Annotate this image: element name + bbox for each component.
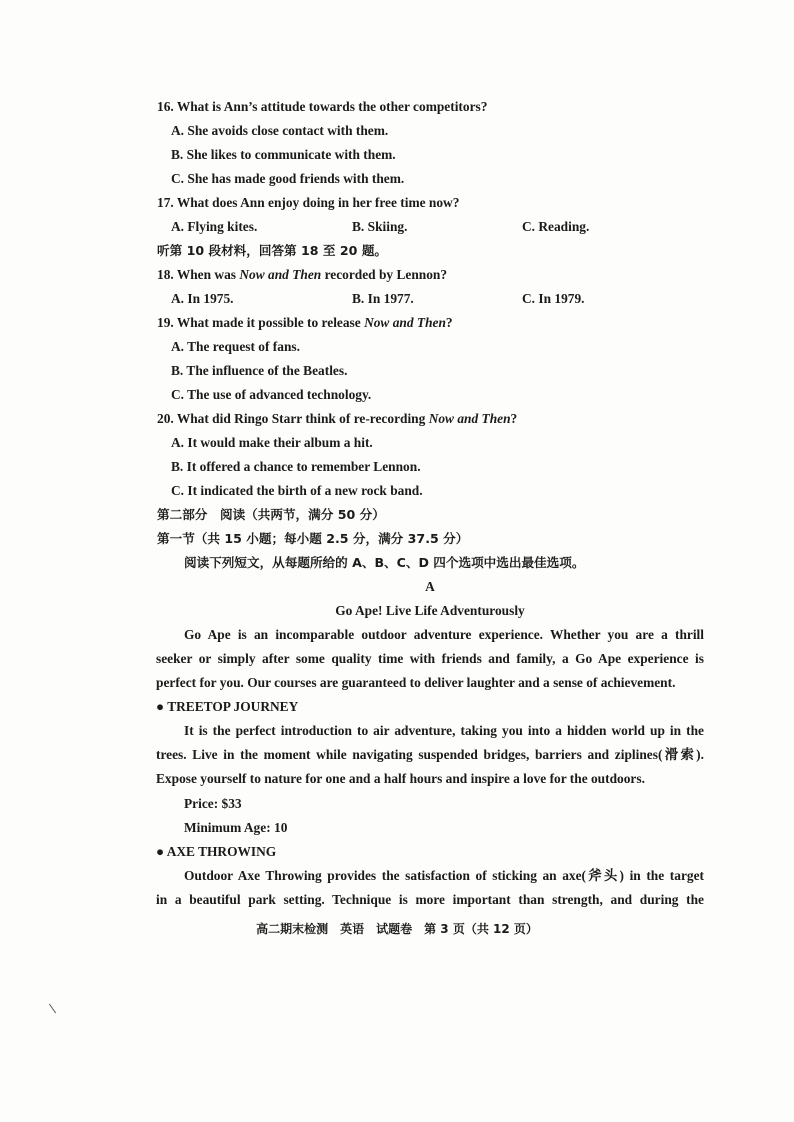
part2-heading: 第二部分 阅读（共两节，满分 50 分） — [157, 507, 385, 522]
axe-line-2: in a beautiful park setting. Technique is more important than strength, and during the — [156, 892, 704, 907]
question-20-option-b: B. It offered a chance to remember Lennon. — [171, 459, 421, 474]
question-18-option-a: A. In 1975. — [171, 291, 234, 306]
question-18-stem-pre: 18. When was — [157, 267, 240, 282]
question-20-stem-post: ? — [510, 411, 518, 426]
question-18-stem — [157, 267, 447, 283]
axe-line-1: Outdoor Axe Throwing provides the satisfaction of sticking an axe(斧头) in the target — [184, 868, 704, 883]
question-19-option-a: A. The request of fans. — [171, 339, 300, 354]
question-20-stem-pre: 20. What did Ringo Starr think of re-recording — [157, 411, 429, 426]
treetop-line-2: trees. Live in the moment while navigating suspended bridges, barriers and ziplines(滑索). — [156, 747, 704, 762]
page-footer: 高二期末检测 英语 试题卷 第 3 页（共 12 页） — [256, 922, 538, 936]
reading-instruction: 阅读下列短文，从每题所给的 A、B、C、D 四个选项中选出最佳选项。 — [184, 555, 585, 570]
question-19-stem — [157, 315, 453, 331]
passage-letter: A — [425, 579, 435, 594]
question-17-stem: 17. What does Ann enjoy doing in her free time now? — [157, 195, 460, 210]
section-heading-treetop: ● TREETOP JOURNEY — [156, 699, 299, 714]
intro-line-3: perfect for you. Our courses are guaranteed to deliver laughter and a sense of achievement. — [156, 675, 676, 690]
question-16-option-b: B. She likes to communicate with them. — [171, 147, 396, 162]
question-18-song-title: Now and Then — [239, 267, 322, 282]
question-16-stem: 16. What is Ann’s attitude towards the other competitors? — [157, 99, 488, 114]
question-20-stem — [157, 411, 517, 427]
question-17-option-a: A. Flying kites. — [171, 219, 258, 234]
question-20-song-title: Now and Then — [428, 411, 511, 426]
question-18-stem-post: recorded by Lennon? — [321, 267, 448, 282]
scan-mark — [49, 1004, 56, 1014]
question-20-option-c: C. It indicated the birth of a new rock band. — [171, 483, 423, 498]
section1-heading: 第一节（共 15 小题；每小题 2.5 分，满分 37.5 分） — [157, 531, 469, 546]
question-16-option-a: A. She avoids close contact with them. — [171, 123, 389, 138]
passage-title: Go Ape! Live Life Adventurously — [335, 603, 525, 618]
question-18-option-b: B. In 1977. — [352, 291, 414, 306]
treetop-line-3: Expose yourself to nature for one and a half hours and inspire a love for the outdoors. — [156, 771, 645, 786]
section-heading-axe: ● AXE THROWING — [156, 844, 277, 859]
question-19-option-c: C. The use of advanced technology. — [171, 387, 372, 402]
treetop-price: Price: $33 — [184, 796, 242, 811]
question-19-option-b: B. The influence of the Beatles. — [171, 363, 348, 378]
treetop-min-age: Minimum Age: 10 — [184, 820, 288, 835]
question-17-option-b: B. Skiing. — [352, 219, 408, 234]
question-16-option-c: C. She has made good friends with them. — [171, 171, 405, 186]
question-17-option-c: C. Reading. — [522, 219, 590, 234]
intro-line-1: Go Ape is an incomparable outdoor adventure experience. Whether you are a thrill — [184, 627, 704, 642]
intro-line-2: seeker or simply after some quality time with friends and family, a Go Ape experience is — [156, 651, 704, 666]
question-18-option-c: C. In 1979. — [522, 291, 585, 306]
treetop-line-1: It is the perfect introduction to air adventure, taking you into a hidden world up in the — [184, 723, 704, 738]
question-19-stem-post: ? — [445, 315, 453, 330]
question-19-song-title: Now and Then — [364, 315, 446, 330]
question-20-option-a: A. It would make their album a hit. — [171, 435, 373, 450]
question-19-stem-pre: 19. What made it possible to release — [157, 315, 365, 330]
listening-instruction: 听第 10 段材料，回答第 18 至 20 题。 — [157, 243, 388, 258]
